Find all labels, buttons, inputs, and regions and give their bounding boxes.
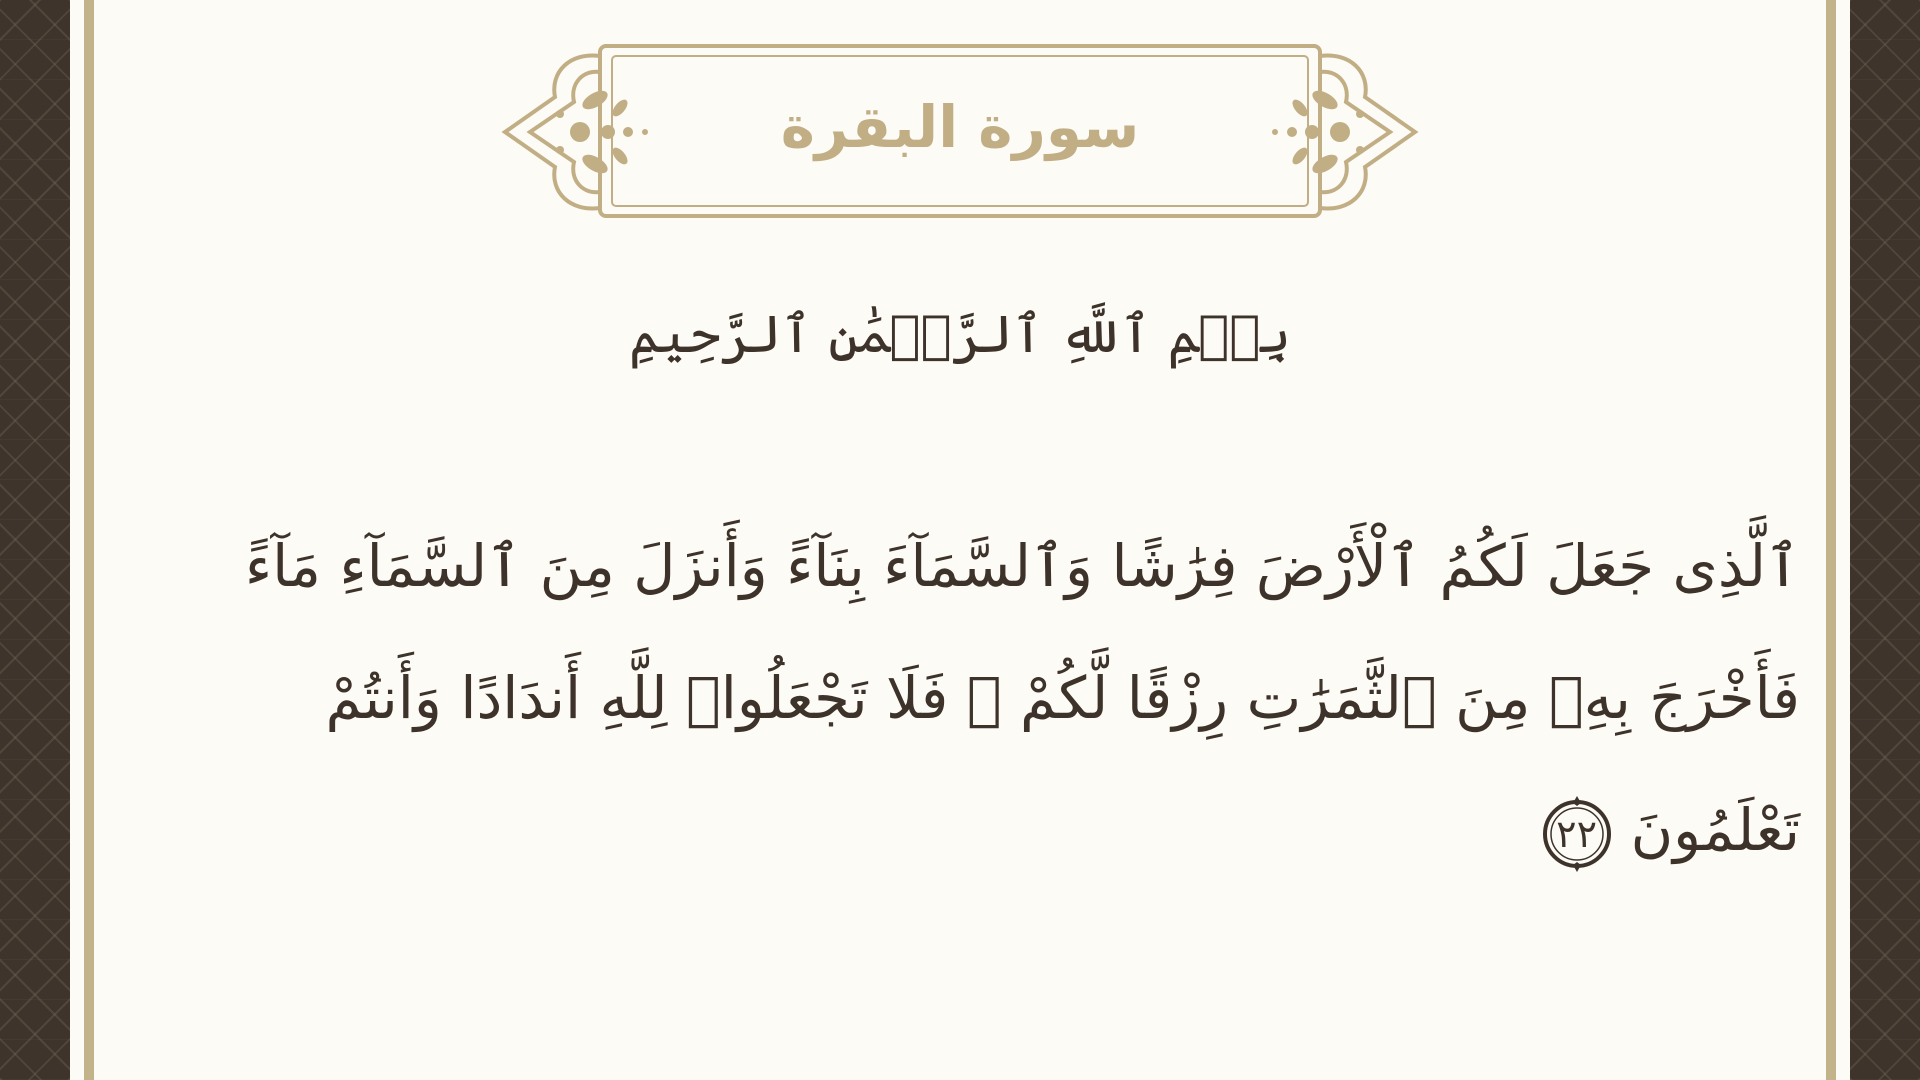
right-ornamental-border <box>1850 0 1920 1080</box>
right-gold-rule <box>1826 0 1836 1080</box>
left-gold-rule <box>84 0 94 1080</box>
verse-line-3-text: تَعْلَمُونَ <box>1630 796 1800 864</box>
left-ornamental-border <box>0 0 70 1080</box>
surah-header-frame <box>500 42 1420 222</box>
basmala: بِسۡمِ ٱللَّهِ ٱلرَّحۡمَٰنِ ٱلرَّحِيمِ <box>629 305 1291 365</box>
verse-text <box>180 500 1800 896</box>
verse-line-2: فَأَخْرَجَ بِهِۦ مِنَ ٱلثَّمَرَٰتِ رِزْقًا لَّكُمْ ۖ فَلَا تَجْعَلُوا۟ لِلَّهِ أَندَادًا وَأَنتُمْ <box>325 664 1800 732</box>
ayah-end-marker <box>1537 794 1617 874</box>
verse-line-1: ٱلَّذِى جَعَلَ لَكُمُ ٱلْأَرْضَ فِرَٰشًا وَٱلسَّمَآءَ بِنَآءً وَأَنزَلَ مِنَ ٱلسَّمَآءِ مَآءً <box>244 532 1800 600</box>
ayah-number: ٢٢ <box>1556 811 1597 856</box>
verse-line-3 <box>180 764 1800 896</box>
surah-title: سورة البقرة <box>780 93 1140 161</box>
